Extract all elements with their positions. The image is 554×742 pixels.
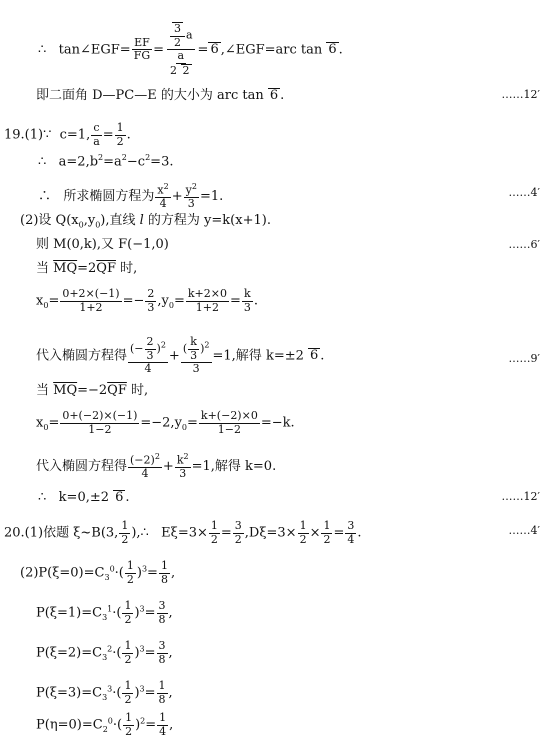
substitution-line-2: 代入椭圆方程得 $\frac{(-2)^2}{4}$ + $\frac{k^2}{3}$ =1,解得 k=0.	[36, 452, 277, 481]
solution-line-2: 即二面角 D—PC—E 的大小为 arc tan 6 .	[36, 88, 285, 103]
score-mark-9: ……9′	[508, 352, 540, 365]
solution-line-m-f: 则 M(0,k),又 F(−1,0)	[36, 237, 169, 252]
vector-condition-2: 当 $\overline{MQ}=-2\overline{QF}$ 时,	[36, 383, 149, 398]
solution-line-1: ∴ tan∠EGF= $\frac{EF}{FG}$ = $\frac{3}{2}$ a $\frac{a}{2 2}$ = 6 ,∠EGF=arc tan 6 .	[38, 22, 343, 77]
problem-19-part-1: 19.(1)∵ c=1, $\frac{c}{a}$ = $\frac{1}{2}$ .	[4, 121, 131, 148]
probability-line-3: $P(\xi=3)=C_3^3\cdot$( $\frac{1}{2}$ )$^3$= $\frac{1}{8}$ ,	[36, 679, 173, 706]
probability-line-1: $P(\xi=1)=C_3^1\cdot$( $\frac{1}{2}$ )$^3$= $\frac{3}{8}$ ,	[36, 599, 173, 626]
solution-line-a-b: ∴ $a=2,b^2=a^2-c^2=3$.	[38, 153, 174, 170]
score-mark-12-a: ……12′	[501, 88, 540, 101]
vector-condition-1: 当 $\overline{MQ}=2\overline{QF}$ 时,	[36, 261, 138, 276]
score-mark-6: ……6′	[508, 238, 540, 251]
ellipse-equation-line: ∴ 所求椭圆方程为 $\frac{x^2}{4}$ + $\frac{y^2}{3}$ =1.	[38, 182, 224, 211]
score-mark-4-a: ……4′	[508, 186, 540, 199]
probability-line-0: $(2)P(\xi=0)=C_3^0\cdot$( $\frac{1}{2}$ )$^3$= $\frac{1}{8}$ ,	[20, 559, 176, 586]
substitution-line-1: 代入椭圆方程得 (− $\frac{2}{3}$ )$^2$ 4 + ( $\frac{k}{3}$ )$^2$ 3 =1,解得 k=±2 6 .	[36, 335, 325, 376]
probability-line-2: $P(\xi=2)=C_3^2\cdot$( $\frac{1}{2}$ )$^3$= $\frac{3}{8}$ ,	[36, 639, 173, 666]
problem-20-part-1: 20.(1)依题 ξ~B(3, $\frac{1}{2}$ ),∴ Eξ=3× $\frac{1}{2}$ = $\frac{3}{2}$ ,Dξ=3× $\frac{1}{2}$ × $\frac{1}{2}$ = $\frac{3}{4}$ .	[4, 519, 362, 546]
probability-line-eta: $P(\eta=0)=C_2^0\cdot$( $\frac{1}{2}$ )$^2$= $\frac{1}{4}$ ,	[36, 711, 174, 738]
coordinates-line-2: $x_0=$ $\frac{0+(-2)\times(-1)}{1-2}$ $=-2,y_0=$ $\frac{k+(-2)\times 0}{1-2}$ =−k.	[36, 409, 295, 436]
conclusion-line-19: ∴ k=0,±2 6 .	[38, 490, 130, 505]
score-mark-4-b: ……4′	[508, 524, 540, 537]
score-mark-12-b: ……12′	[501, 490, 540, 503]
problem-19-part-2: (2)设 $Q(x_0,y_0)$,直线 l 的方程为 y=k(x+1).	[20, 213, 271, 230]
coordinates-line-1: $x_0=$ $\frac{0+2\times(-1)}{1+2}$ =− $\frac{2}{3}$ $,y_0=$ $\frac{k+2\times 0}{1+2}$ = $\frac{k}{3}$ .	[36, 287, 259, 314]
